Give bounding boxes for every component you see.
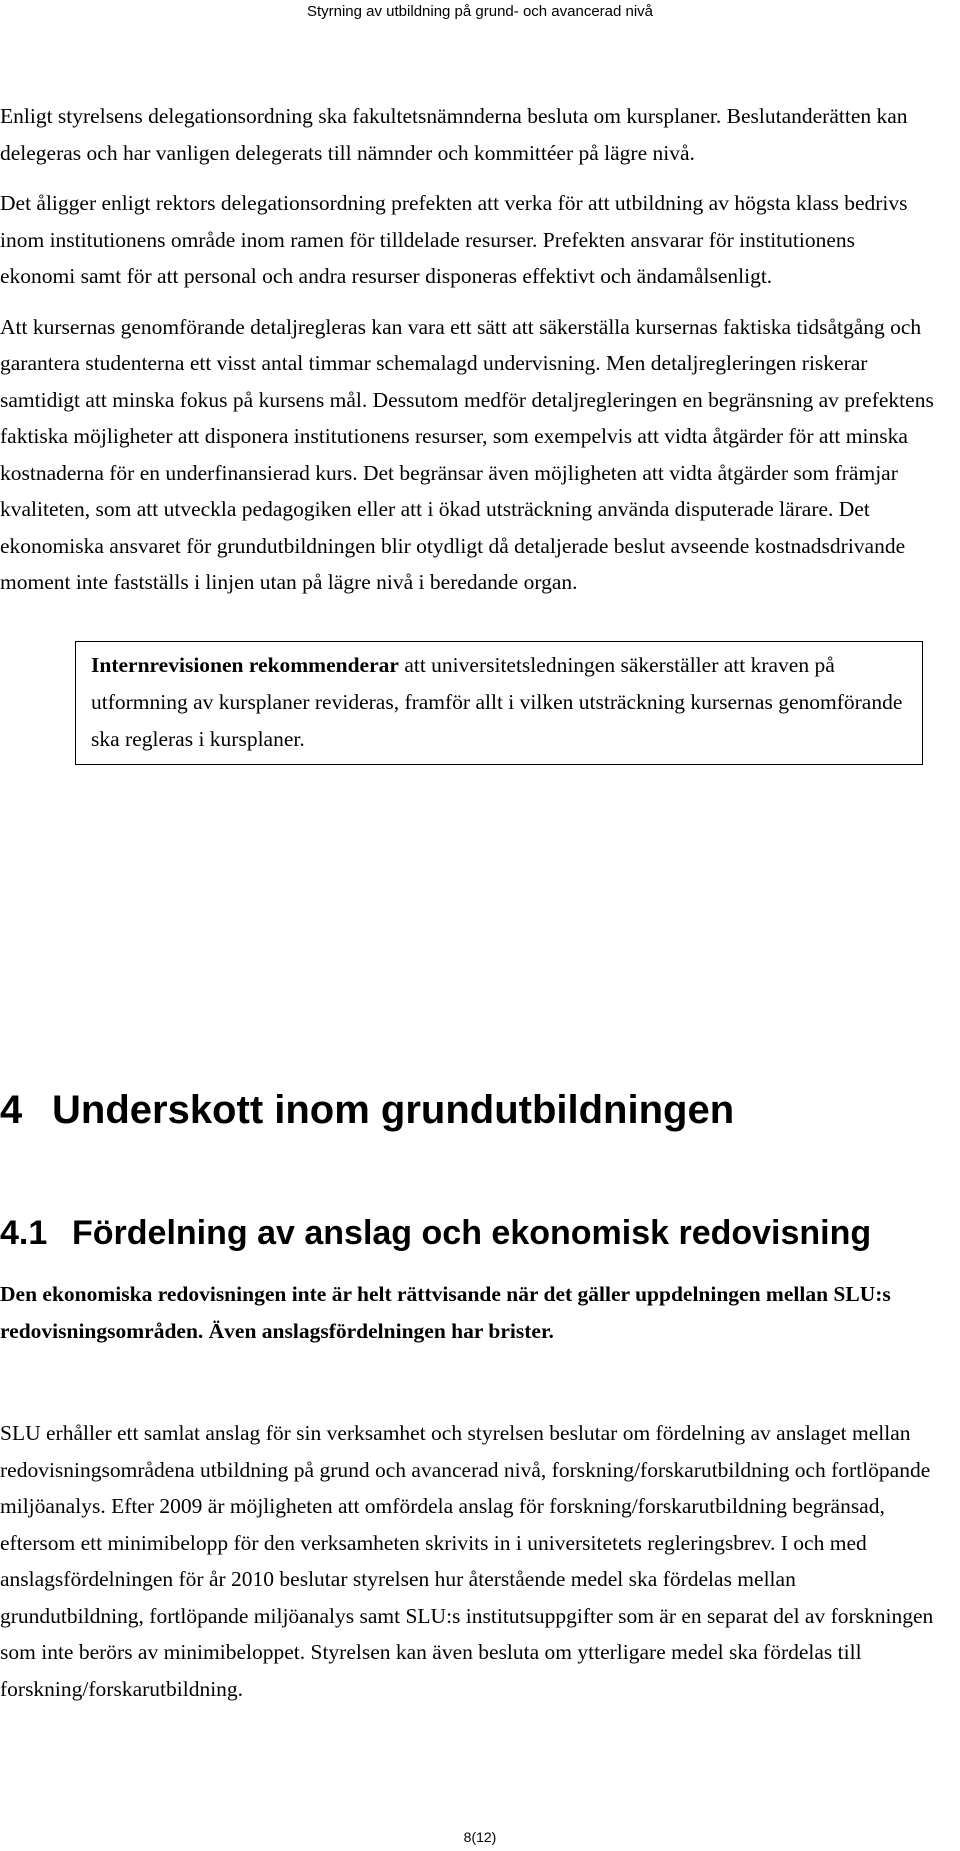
recommendation-lead: Internrevisionen rekommenderar <box>91 652 399 677</box>
subsection-heading <box>0 1214 871 1253</box>
paragraph-delegation: Enligt styrelsens delegationsordning ska fakultetsnämnderna besluta om kursplaner. Beslutanderätten kan delegeras och har vanligen delegerats till nämnder och kommittéer på lägre nivå. <box>0 104 908 165</box>
page-body <box>0 98 940 765</box>
section-heading <box>0 1088 734 1133</box>
running-header: Styrning av utbildning på grund- och avancerad nivå <box>306 3 654 20</box>
section-title: Underskott inom grundutbildningen <box>52 1088 735 1132</box>
paragraph-prefect-responsibility: Det åligger enligt rektors delegationsordning prefekten att verka för att utbildning av högsta klass bedrivs inom institutionens område inom ramen för tilldelade resurser. Prefekten ansvarar för institutionens ekonomi samt för att personal och andra resurser disponeras effektivt och ändamålsenligt. <box>0 191 908 288</box>
subsection-title: Fördelning av anslag och ekonomisk redovisning <box>72 1214 872 1252</box>
recommendation-box <box>75 641 923 765</box>
recommendation-text <box>91 647 907 758</box>
page-number: 8(12) <box>463 1829 497 1845</box>
paragraph-appropriation: SLU erhåller ett samlat anslag för sin verksamhet och styrelsen beslutar om fördelning av anslaget mellan redovisningsområdena utbildning på grund och avancerad nivå, forskning/forskarutbildning och fortlöpande miljöanalys. Efter 2009 är möjligheten att omfördela anslag för forskning/forskarutbildning begränsad, eftersom ett minimibelopp för den verksamheten skrivits in i universitetets regleringsbrev. I och med anslagsfördelningen för år 2010 beslutar styrelsen hur återstående medel ska fördelas mellan grundutbildning, fortlöpande miljöanalys samt SLU:s institutsuppgifter som är en separat del av forskningen som inte berörs av minimibeloppet. Styrelsen kan även besluta om ytterligare medel ska fördelas till forskning/forskarutbildning. <box>0 1421 934 1701</box>
section-number: 4 <box>0 1088 23 1132</box>
subsection-number: 4.1 <box>0 1214 48 1252</box>
summary-lead: Den ekonomiska redovisningen inte är helt rättvisande när det gäller uppdelningen mellan SLU:s redovisningsområden. Även anslagsfördelningen har brister. <box>0 1282 891 1343</box>
recommendation-body: att universitetsledningen säkerställer att kraven på utformning av kursplaner revideras, framför allt i vilken utsträckning kursernas genomförande ska regleras i kursplaner. <box>91 652 903 751</box>
paragraph-detail-regulation: Att kursernas genomförande detaljregleras kan vara ett sätt att säkerställa kursernas faktiska tidsåtgång och garantera studenterna ett visst antal timmar schemalagd undervisning. Men detaljregleringen riskerar samtidigt att minska fokus på kursens mål. Dessutom medför detaljregleringen en begränsning av prefektens faktiska möjligheter att disponera institutionens resurser, som exempelvis att vidta åtgärder för att minska kostnaderna för en underfinansierad kurs. Det begränsar även möjligheten att vidta åtgärder som främjar kvaliteten, som att utveckla pedagogiken eller att i ökad utsträckning använda disputerade lärare. Det ekonomiska ansvaret för grundutbildningen blir otydligt då detaljerade beslut avseende kostnadsdrivande moment inte fastställs i linjen utan på lägre nivå i beredande organ. <box>0 314 934 594</box>
